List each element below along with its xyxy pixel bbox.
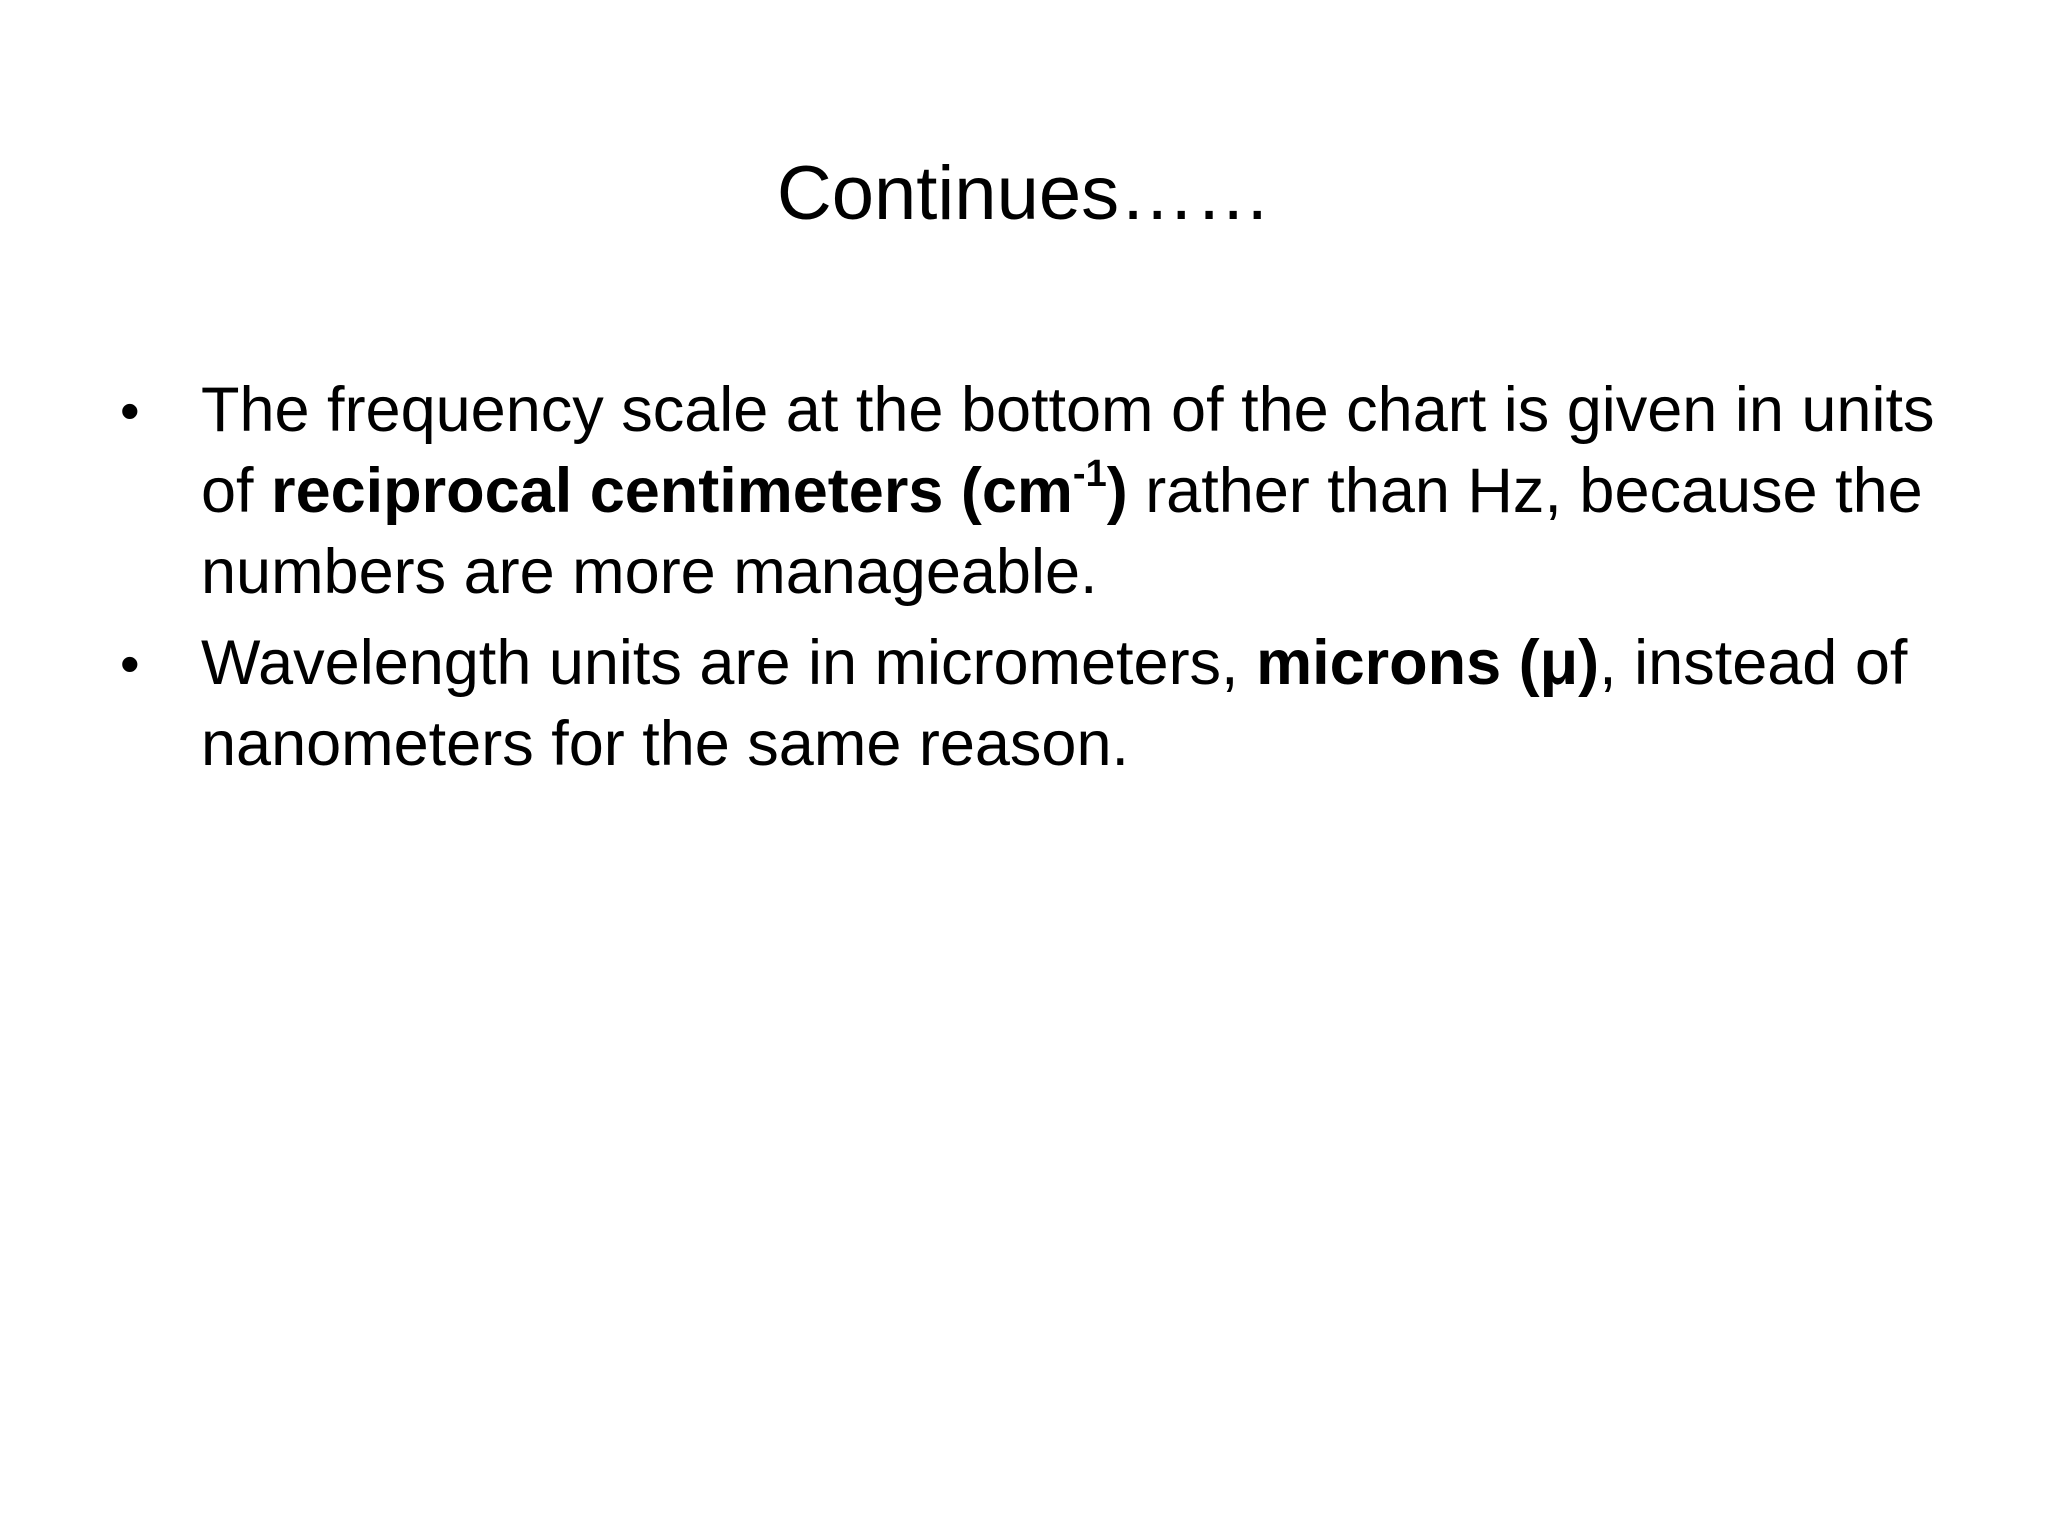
bullet-text (201, 375, 1934, 607)
slide-title: Continues…… (776, 151, 1272, 236)
bullet-text (201, 628, 1907, 779)
bullet-item-wavelength-units (0, 623, 1961, 785)
bullet-icon: • (120, 379, 140, 442)
bold-term-close: ) (1106, 456, 1128, 526)
bullet-text-bold: microns (μ) (1256, 628, 1600, 698)
bullet-text-plain: The frequency scale at the bottom of the chart is given in units of (201, 375, 1935, 526)
bullet-text-plain: Wavelength units are in micrometers, (201, 628, 1257, 698)
bullet-icon: • (120, 632, 140, 695)
bold-term: reciprocal centimeters (cm (271, 456, 1073, 526)
bullet-text-plain-end: rather than Hz, because the numbers are more manageable. (201, 456, 1923, 607)
superscript-exponent: -1 (1072, 453, 1107, 495)
bullet-text-bold (271, 453, 1128, 526)
bullet-item-frequency-scale (0, 370, 1961, 613)
bullet-list (0, 370, 2048, 795)
bullet-text-plain-end: , instead of nanometers for the same reason. (201, 628, 1908, 779)
